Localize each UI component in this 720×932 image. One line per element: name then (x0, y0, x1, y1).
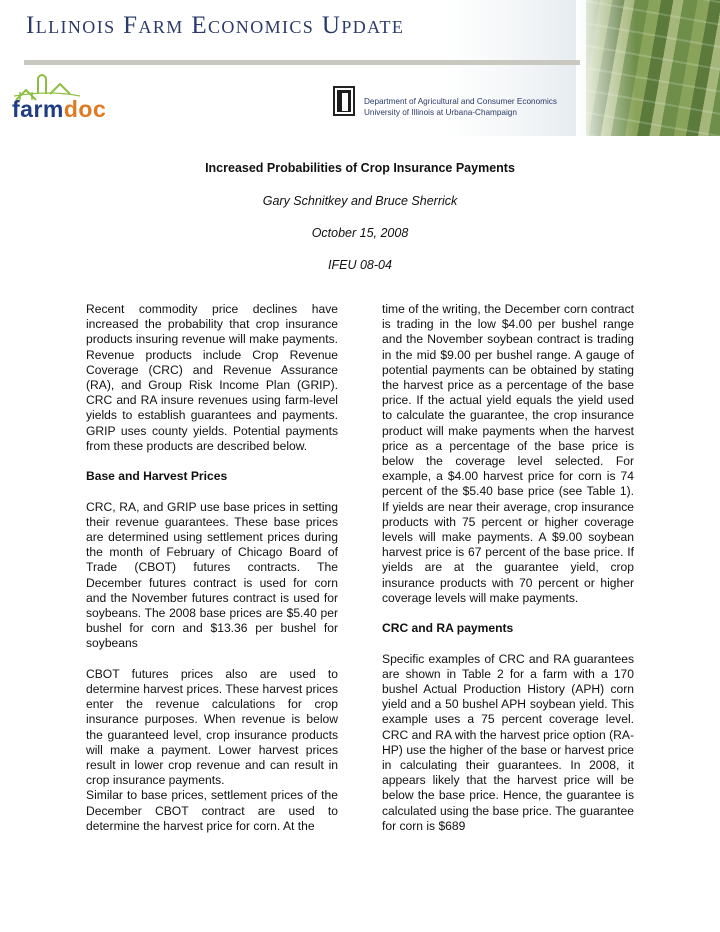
section-heading-crc-ra-payments: CRC and RA payments (382, 621, 514, 636)
department-line-2: University of Illinois at Urbana-Champaign (364, 108, 517, 117)
masthead-title: Illinois Farm Economics Update (26, 12, 405, 39)
section-heading-base-harvest-prices: Base and Harvest Prices (86, 469, 228, 484)
article-title-block (0, 158, 720, 274)
article-date: October 15, 2008 (311, 226, 409, 240)
left-paragraph-3: CBOT futures prices also are used to determine harvest prices. These harvest prices enter the revenue calculations for crop insurance purposes. When revenue is below the guaranteed level, crop insurance products will make a payment. Lower harvest prices result in lower crop revenue and can result in crop insurance payments. (86, 666, 338, 788)
left-paragraph-4: Similar to base prices, settlement prices of the December CBOT contract are used to determine the harvest price for corn. At the (86, 788, 338, 833)
right-paragraph-1: time of the writing, the December corn contract is trading in the low $4.00 per bushel range and the November soybean contract is trading in the mid $9.00 per bushel range. A gauge of potential payments can be obtained by stating the harvest price as a percentage of the base price. If the actual yield equals the yield used to calculate the guarantee, the crop insurance product will make payments when the harvest price as a percentage of the base price is below the coverage level selected. For example, a $4.00 harvest price for corn is 74 percent of the $5.40 base price (see Table 1). If yields are near their average, crop insurance products with 75 percent or higher coverage levels will make payments. A $9.00 soybean harvest price is 67 percent of the base price. If yields are at the guarantee yield, crop insurance products with 70 percent or higher coverage levels will make payments. (382, 302, 634, 605)
right-paragraph-2: Specific examples of CRC and RA guarantees are shown in Table 2 for a farm with a 170 bushel Actual Production History (APH) corn yield and a 50 bushel APH soybean yield. This example uses a 75 percent coverage level. CRC and RA with the harvest price option (RA-HP) use the higher of the base or harvest price in calculating their guarantees. In 2008, it appears likely that the harvest price will be below the base price. Hence, the guarantee is calculated using the base price. The guarantee for corn is $689 (382, 651, 634, 833)
header-banner (0, 0, 720, 136)
illinois-block-i-icon (333, 86, 355, 116)
article-id: IFEU 08-04 (328, 258, 392, 272)
right-column (382, 302, 634, 849)
farmdoc-logo-text: farmdoc (12, 96, 107, 122)
department-line-1: Department of Agricultural and Consumer Economics (364, 97, 557, 106)
article-title: Increased Probabilities of Crop Insurance Payments (205, 161, 515, 175)
masthead-divider (24, 60, 580, 65)
department-name (364, 96, 557, 118)
left-paragraph-1: Recent commodity price declines have increased the probability that crop insurance products insuring revenue will make payments. Revenue products include Crop Revenue Coverage (CRC) and Revenue Assurance (RA), and Group Risk Income Plan (GRIP). CRC and RA insure revenues using farm-level yields to establish guarantees and payments. GRIP uses county yields. Potential payments from these products are described below. (86, 302, 338, 453)
article-authors: Gary Schnitkey and Bruce Sherrick (262, 194, 458, 208)
left-column (86, 302, 338, 834)
left-paragraph-2: CRC, RA, and GRIP use base prices in setting their revenue guarantees. These base prices are determined using settlement prices during the month of February of Chicago Board of Trade (CBOT) futures contracts. The December futures contract is used for corn and the November futures contract is used for soybeans. The 2008 base prices are $5.40 per bushel for corn and $13.36 per bushel for soybeans (86, 499, 338, 651)
farmland-aerial-photo (586, 0, 720, 136)
